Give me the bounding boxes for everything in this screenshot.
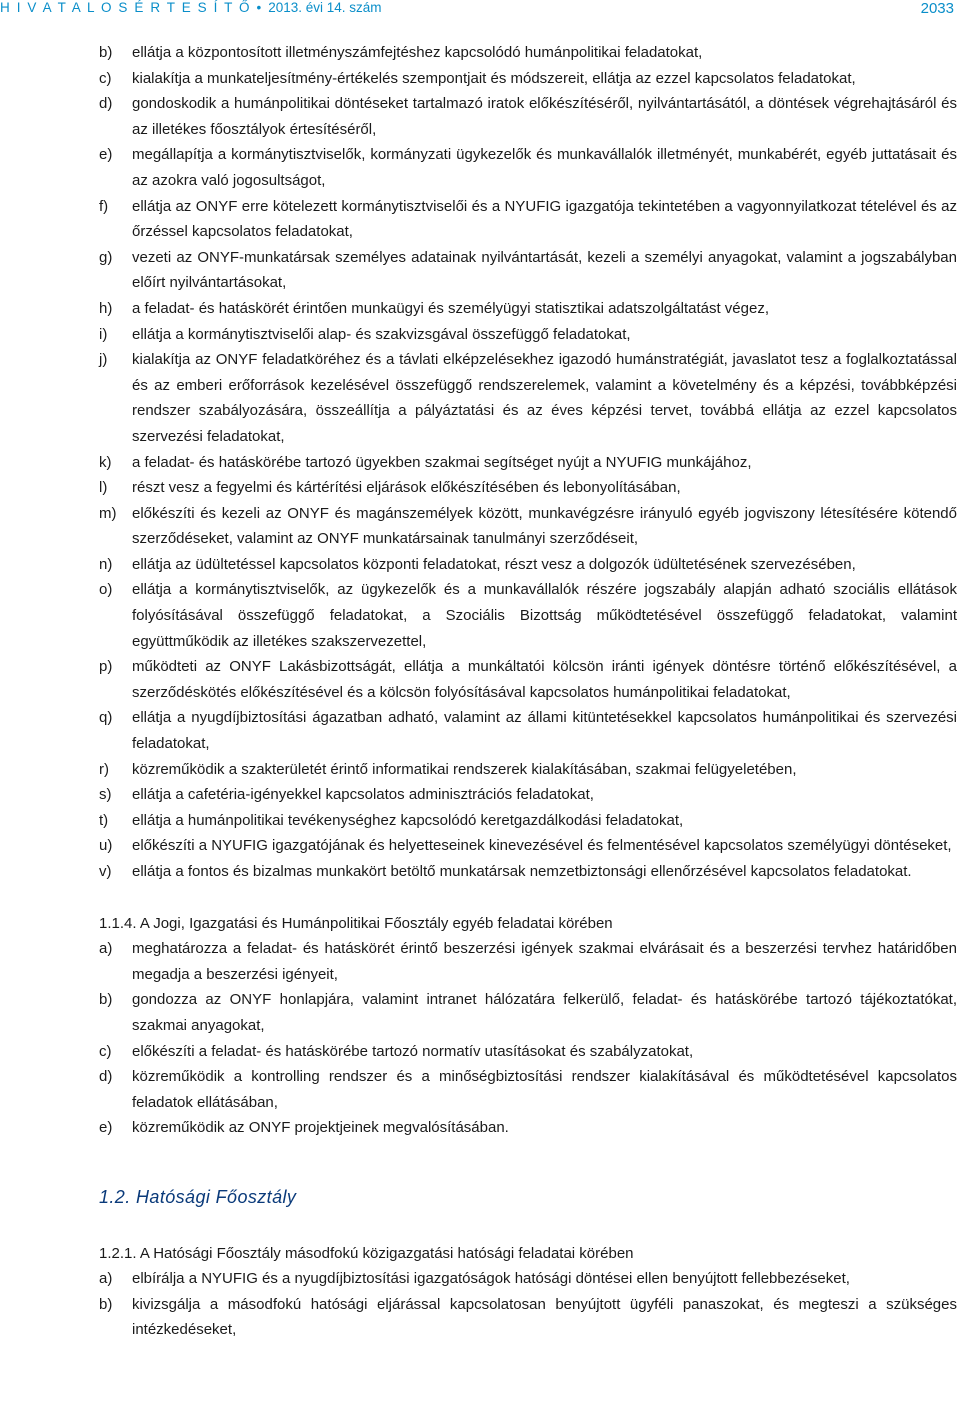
item-text: közreműködik a szakterületét érintő informatikai rendszerek kialakításában, szakmai felügyeletében,	[132, 760, 797, 778]
list-item	[99, 782, 957, 808]
item-label: f)	[99, 197, 109, 215]
item-label: e)	[99, 146, 113, 164]
issue-number: 2013. évi 14. szám	[268, 0, 382, 15]
item-text: elbírálja a NYUFIG és a nyugdíjbiztosítási igazgatóságok hatósági döntései ellen benyújtott fellebbezéseket,	[132, 1270, 850, 1288]
item-label: d)	[99, 1068, 113, 1086]
list-item	[99, 833, 957, 859]
section-heading-1-1-4: 1.1.4. A Jogi, Igazgatási és Humánpolitikai Főosztály egyéb feladatai körében	[99, 914, 613, 932]
item-text: előkészíti a NYUFIG igazgatójának és helyetteseinek kinevezésével és felmentésével kapcsolatos személyügyi döntéseket,	[132, 837, 952, 855]
item-label: t)	[99, 811, 109, 829]
list-item	[99, 936, 957, 987]
list-item	[99, 577, 957, 654]
item-text: közreműködik a kontrolling rendszer és a minőségbiztosítási rendszer kialakításával és működtetésével kapcsolatos feladatok ellátásában,	[132, 1068, 957, 1111]
header-bullet: •	[256, 0, 263, 15]
list-item	[99, 322, 957, 348]
list-item	[99, 757, 957, 783]
item-label: s)	[99, 786, 112, 804]
item-text: működteti az ONYF Lakásbizottságát, ellátja a munkáltatói kölcsön iránti igények döntésre történő előkészítésével, a szerződéskötés előkészítésével és a kölcsön folyósításával kapcsolatos humánpolitikai feladatokat,	[132, 658, 957, 701]
item-text: gondoskodik a humánpolitikai döntéseket tartalmazó iratok előkészítéséről, nyilvántartásától, a döntések végrehajtásáról és az illetékes főosztályok értesítéséről,	[132, 95, 957, 138]
list-item	[99, 987, 957, 1038]
document-body	[99, 40, 957, 1343]
item-label: p)	[99, 658, 113, 676]
item-text: ellátja az ONYF erre kötelezett kormánytisztviselői és a NYUFIG igazgatója tekintetében a vagyonnyilatkozat tételével és az őrzéssel kapcsolatos feladatokat,	[132, 197, 957, 241]
list-item	[99, 808, 957, 834]
list-item	[99, 296, 957, 322]
item-text: közreműködik az ONYF projektjeinek megvalósításában.	[132, 1119, 509, 1137]
item-text: vezeti az ONYF-munkatársak személyes adatainak nyilvántartását, kezeli a személyi anyagokat, valamint a jogszabályban előírt nyilvántartásokat,	[132, 248, 957, 292]
item-label: e)	[99, 1119, 113, 1137]
list-item	[99, 1292, 957, 1343]
item-text: ellátja a központosított illetményszámfejtéshez kapcsolódó humánpolitikai feladatokat,	[132, 44, 703, 61]
list-item	[99, 654, 957, 705]
header-publication-info	[0, 0, 382, 15]
section-heading-1-2-1: 1.2.1. A Hatósági Főosztály másodfokú közigazgatási hatósági feladatai körében	[99, 1244, 634, 1262]
publication-title: H I V A T A L O S É R T E S Í T Ő	[0, 0, 252, 15]
item-label: a)	[99, 1270, 113, 1288]
list-item	[99, 1266, 957, 1292]
list-item	[99, 450, 957, 476]
item-label: i)	[99, 325, 108, 343]
item-label: o)	[99, 581, 113, 599]
item-text: ellátja a fontos és bizalmas munkakört betöltő munkatársak nemzetbiztonsági ellenőrzésével kapcsolatos feladatokat.	[132, 863, 912, 880]
item-text: ellátja a cafetéria-igényekkel kapcsolatos adminisztrációs feladatokat,	[132, 786, 594, 804]
running-header	[0, 0, 960, 24]
item-label: j)	[99, 351, 108, 369]
chapter-heading-1-2: 1.2. Hatósági Főosztály	[99, 1186, 297, 1207]
item-text: előkészíti és kezeli az ONYF és magánszemélyek között, munkavégzésre irányuló egyéb jogviszony létesítésére kötendő szerződéseket, valamint az ONYF munkatársainak tanulmányi szerződéseit,	[132, 504, 957, 548]
list-item	[99, 194, 957, 245]
item-text: kivizsgálja a másodfokú hatósági eljárással kapcsolatosan benyújtott ügyféli panaszokat, és megteszi a szükséges intézkedéseket,	[132, 1295, 957, 1339]
list-item	[99, 1064, 957, 1115]
task-list-appeals	[99, 1266, 957, 1343]
item-text: előkészíti a feladat- és hatáskörébe tartozó normatív utasításokat és szabályzatokat,	[132, 1042, 694, 1060]
item-label: h)	[99, 299, 113, 317]
list-item	[99, 1039, 957, 1065]
item-text: ellátja a kormánytisztviselők, az ügykezelők és a munkavállalók részére jogszabály alapján adható szociális ellátások folyósításával összefüggő feladatokat, a Szociális Bizottság működtetésével összefüggő feladatokat, valamint együttműködik az illetékes szakszervezettel,	[132, 581, 957, 650]
item-text: gondozza az ONYF honlapjára, valamint intranet hálózatára felkerülő, feladat- és hatáskörébe tartozó tájékoztatókat, szakmai anyagokat,	[132, 991, 957, 1034]
item-label: c)	[99, 69, 112, 87]
item-text: ellátja a humánpolitikai tevékenységhez kapcsolódó keretgazdálkodási feladatokat,	[132, 811, 684, 829]
page-number: 2033	[920, 0, 954, 17]
item-text: ellátja a kormánytisztviselői alap- és szakvizsgával összefüggő feladatokat,	[132, 325, 631, 343]
list-item	[99, 142, 957, 193]
item-label: m)	[99, 504, 117, 522]
list-item	[99, 347, 957, 449]
item-label: b)	[99, 991, 113, 1009]
item-label: n)	[99, 555, 113, 573]
item-label: b)	[99, 1295, 113, 1313]
item-label: q)	[99, 709, 113, 727]
list-item	[99, 501, 957, 552]
item-label: v)	[99, 863, 112, 880]
list-item	[99, 40, 957, 66]
list-item	[99, 859, 957, 885]
list-item	[99, 66, 957, 92]
item-text: kialakítja az ONYF feladatköréhez és a távlati elképzelésekhez igazodó humánstratégiát, javaslatot tesz a foglalkoztatással és az emberi erőforrások kezelésével összefüggő rendszerelemek, valamint a követelmény és a képzési, továbbképzési rendszer szabályozására, összeállítja a pályáztatási és az éves képzési tervet, továbbá ellátja az ezzel kapcsolatos szervezési feladatokat,	[132, 351, 957, 445]
item-label: k)	[99, 453, 112, 471]
item-text: részt vesz a fegyelmi és kártérítési eljárások előkészítésében és lebonyolításában,	[132, 479, 681, 497]
list-item	[99, 705, 957, 756]
item-label: d)	[99, 95, 113, 113]
list-item	[99, 91, 957, 142]
item-label: r)	[99, 760, 109, 778]
item-label: a)	[99, 940, 113, 958]
item-label: g)	[99, 248, 113, 266]
list-item	[99, 245, 957, 296]
item-text: kialakítja a munkateljesítmény-értékelés szempontjait és módszereit, ellátja az ezzel kapcsolatos feladatokat,	[132, 69, 856, 87]
list-item	[99, 1115, 957, 1141]
task-list-human-resources	[99, 40, 957, 885]
item-label: b)	[99, 44, 113, 61]
item-text: ellátja a nyugdíjbiztosítási ágazatban adható, valamint az állami kitüntetésekkel kapcsolatos humánpolitikai és szervezési feladatokat,	[132, 709, 957, 753]
list-item	[99, 552, 957, 578]
item-text: a feladat- és hatáskörét érintően munkaügyi és személyügyi statisztikai adatszolgáltatást végez,	[132, 299, 770, 317]
list-item	[99, 475, 957, 501]
item-label: c)	[99, 1042, 112, 1060]
item-label: l)	[99, 479, 108, 497]
item-text: ellátja az üdültetéssel kapcsolatos központi feladatokat, részt vesz a dolgozók üdültetésének szervezésében,	[132, 555, 856, 573]
item-label: u)	[99, 837, 113, 855]
item-text: megállapítja a kormánytisztviselők, kormányzati ügykezelők és munkavállalók illetményét, munkabérét, egyéb juttatásait és az azokra való jogosultságot,	[132, 146, 957, 189]
item-text: meghatározza a feladat- és hatáskörét érintő beszerzési igények szakmai elvárásait és a beszerzési tervhez határidőben megadja a beszerzési igényeit,	[132, 940, 957, 983]
item-text: a feladat- és hatáskörébe tartozó ügyekben szakmai segítséget nyújt a NYUFIG munkájához,	[132, 453, 752, 471]
task-list-other-duties	[99, 936, 957, 1141]
